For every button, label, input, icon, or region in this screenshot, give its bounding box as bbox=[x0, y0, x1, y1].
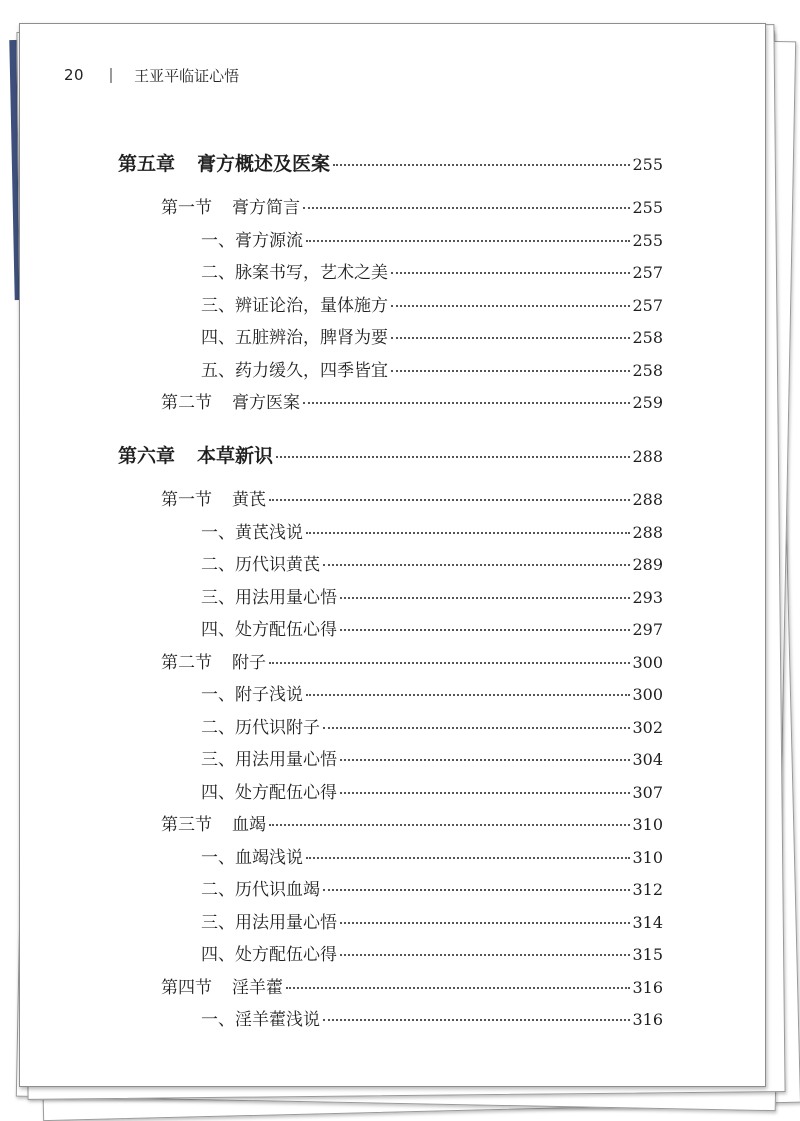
dot-leader bbox=[391, 305, 630, 307]
item-title: 一、淫羊藿浅说 bbox=[201, 1010, 320, 1030]
page-ref: 257 bbox=[632, 263, 663, 282]
section-label: 第三节 bbox=[161, 815, 212, 835]
toc-item[interactable] bbox=[201, 615, 663, 640]
toc-chapter-5[interactable] bbox=[118, 149, 663, 176]
section-title: 附子 bbox=[232, 653, 266, 673]
dot-leader bbox=[306, 240, 630, 242]
section-label: 第二节 bbox=[161, 393, 212, 413]
section-label: 第一节 bbox=[161, 490, 212, 510]
toc-item[interactable] bbox=[201, 843, 663, 868]
dot-leader bbox=[303, 402, 630, 404]
dot-leader bbox=[340, 759, 630, 761]
page-ref: 310 bbox=[632, 848, 663, 867]
item-title: 四、处方配伍心得 bbox=[201, 783, 337, 803]
item-title: 二、历代识血竭 bbox=[201, 880, 320, 900]
page-ref: 258 bbox=[632, 361, 663, 380]
page-ref: 307 bbox=[632, 783, 663, 802]
toc-item[interactable] bbox=[201, 258, 663, 283]
section-label: 第二节 bbox=[161, 653, 212, 673]
dot-leader bbox=[333, 164, 630, 166]
page-ref: 315 bbox=[632, 945, 663, 964]
section-title: 黄芪 bbox=[232, 490, 266, 510]
dot-leader bbox=[391, 337, 630, 339]
page-ref: 297 bbox=[632, 620, 663, 639]
book-title: 王亚平临证心悟 bbox=[134, 66, 240, 85]
dot-leader bbox=[269, 662, 630, 664]
page-ref: 257 bbox=[632, 296, 663, 315]
item-title: 三、用法用量心悟 bbox=[201, 750, 337, 770]
chapter-title: 本草新识 bbox=[197, 445, 274, 467]
toc-item[interactable] bbox=[201, 356, 663, 381]
toc-item[interactable] bbox=[201, 940, 663, 965]
page-ref: 258 bbox=[632, 328, 663, 347]
section-title: 淫羊藿 bbox=[232, 978, 283, 998]
toc-item[interactable] bbox=[201, 291, 663, 316]
dot-leader bbox=[323, 564, 630, 566]
chapter-label: 第六章 bbox=[118, 445, 176, 467]
page-ref: 288 bbox=[632, 490, 663, 509]
toc-item[interactable] bbox=[201, 518, 663, 543]
item-title: 二、历代识附子 bbox=[201, 718, 320, 738]
dot-leader bbox=[269, 824, 630, 826]
item-title: 一、膏方源流 bbox=[201, 231, 303, 251]
toc-item[interactable] bbox=[201, 680, 663, 705]
section-label: 第四节 bbox=[161, 978, 212, 998]
item-title: 四、五脏辨治，脾肾为要 bbox=[201, 328, 388, 348]
dot-leader bbox=[340, 954, 630, 956]
page-ref: 314 bbox=[632, 913, 663, 932]
toc-item[interactable] bbox=[201, 778, 663, 803]
page-ref: 312 bbox=[632, 880, 663, 899]
item-title: 三、辨证论治，量体施方 bbox=[201, 296, 388, 316]
dot-leader bbox=[323, 727, 630, 729]
chapter-label: 第五章 bbox=[118, 153, 176, 175]
dot-leader bbox=[323, 889, 630, 891]
dot-leader bbox=[306, 694, 630, 696]
dot-leader bbox=[303, 207, 630, 209]
item-title: 一、血竭浅说 bbox=[201, 848, 303, 868]
section-title: 膏方医案 bbox=[232, 393, 300, 413]
page-ref: 302 bbox=[632, 718, 663, 737]
dot-leader bbox=[306, 857, 630, 859]
item-title: 一、黄芪浅说 bbox=[201, 523, 303, 543]
page-number: 20 bbox=[64, 66, 85, 84]
toc-chapter-6[interactable] bbox=[118, 441, 663, 468]
toc-section[interactable] bbox=[161, 388, 663, 413]
page-ref: 300 bbox=[632, 685, 663, 704]
dot-leader bbox=[306, 532, 630, 534]
toc-section[interactable] bbox=[161, 973, 663, 998]
toc-section[interactable] bbox=[161, 485, 663, 510]
page-ref: 289 bbox=[632, 555, 663, 574]
item-title: 五、药力缓久，四季皆宜 bbox=[201, 361, 388, 381]
page-ref: 293 bbox=[632, 588, 663, 607]
item-title: 二、脉案书写，艺术之美 bbox=[201, 263, 388, 283]
book-page bbox=[19, 23, 766, 1087]
page-ref: 259 bbox=[632, 393, 663, 412]
toc-item[interactable] bbox=[201, 875, 663, 900]
toc-item[interactable] bbox=[201, 745, 663, 770]
section-title: 膏方简言 bbox=[232, 198, 300, 218]
dot-leader bbox=[269, 499, 630, 501]
page-ref: 255 bbox=[632, 231, 663, 250]
dot-leader bbox=[340, 629, 630, 631]
dot-leader bbox=[340, 922, 630, 924]
page-ref: 316 bbox=[632, 978, 663, 997]
item-title: 一、附子浅说 bbox=[201, 685, 303, 705]
dot-leader bbox=[276, 456, 630, 458]
toc-section[interactable] bbox=[161, 193, 663, 218]
toc-item[interactable] bbox=[201, 908, 663, 933]
toc-item[interactable] bbox=[201, 323, 663, 348]
toc-item[interactable] bbox=[201, 1005, 663, 1030]
page-ref: 255 bbox=[632, 155, 663, 174]
toc-item[interactable] bbox=[201, 583, 663, 608]
running-header bbox=[64, 64, 239, 86]
item-title: 三、用法用量心悟 bbox=[201, 913, 337, 933]
toc-item[interactable] bbox=[201, 550, 663, 575]
item-title: 四、处方配伍心得 bbox=[201, 620, 337, 640]
dot-leader bbox=[323, 1019, 630, 1021]
dot-leader bbox=[286, 987, 630, 989]
dot-leader bbox=[340, 597, 630, 599]
section-title: 血竭 bbox=[232, 815, 266, 835]
section-label: 第一节 bbox=[161, 198, 212, 218]
page-ref: 288 bbox=[632, 447, 663, 466]
page-ref: 300 bbox=[632, 653, 663, 672]
item-title: 四、处方配伍心得 bbox=[201, 945, 337, 965]
page-ref: 304 bbox=[632, 750, 663, 769]
page-ref: 255 bbox=[632, 198, 663, 217]
header-separator bbox=[110, 68, 112, 83]
dot-leader bbox=[340, 792, 630, 794]
chapter-title: 膏方概述及医案 bbox=[197, 153, 331, 175]
page-ref: 316 bbox=[632, 1010, 663, 1029]
page-ref: 310 bbox=[632, 815, 663, 834]
page-ref: 288 bbox=[632, 523, 663, 542]
dot-leader bbox=[391, 272, 630, 274]
dot-leader bbox=[391, 370, 630, 372]
toc-item[interactable] bbox=[201, 713, 663, 738]
toc-section[interactable] bbox=[161, 648, 663, 673]
toc-section[interactable] bbox=[161, 810, 663, 835]
item-title: 二、历代识黄芪 bbox=[201, 555, 320, 575]
toc-item[interactable] bbox=[201, 226, 663, 251]
item-title: 三、用法用量心悟 bbox=[201, 588, 337, 608]
